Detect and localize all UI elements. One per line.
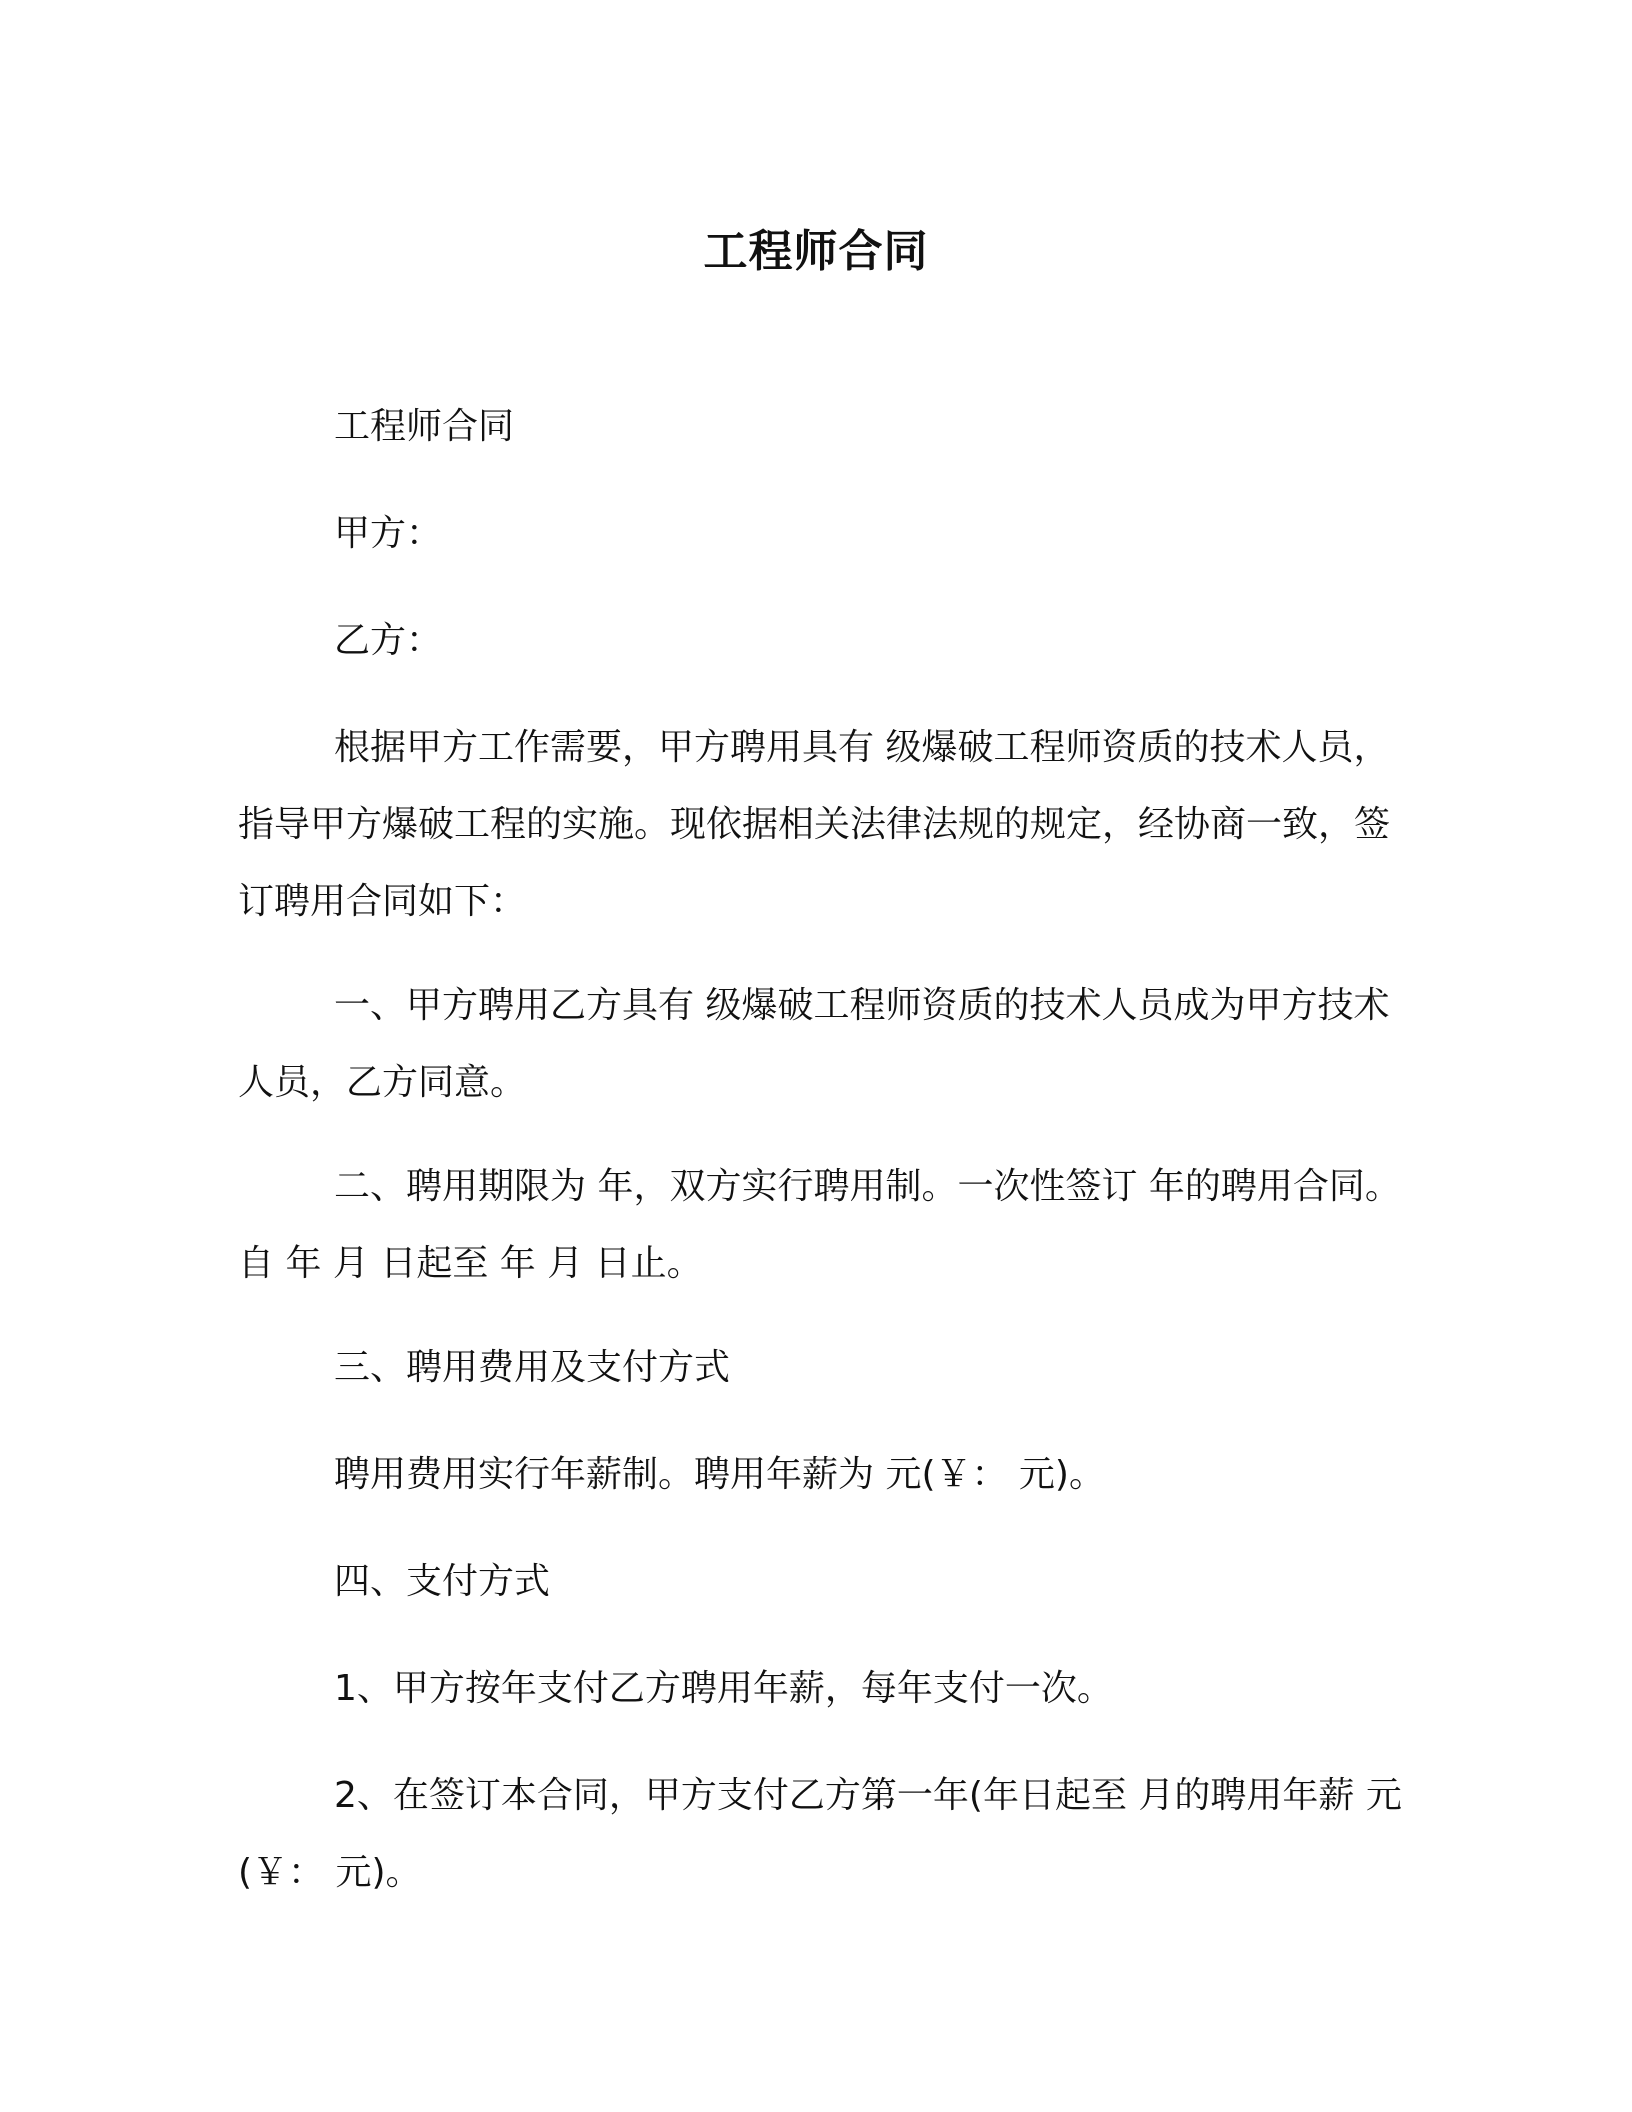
- paragraph-clause-3-body: 聘用费用实行年薪制。聘用年薪为 元(￥： 元)。: [334, 1454, 1105, 1495]
- document-title: 工程师合同: [703, 226, 929, 277]
- paragraph-party-a: 甲方：: [334, 513, 443, 554]
- paragraph-clause-4-item-1: 1、甲方按年支付乙方聘用年薪，每年支付一次。: [334, 1668, 1113, 1709]
- paragraph-clause-1: 一、甲方聘用乙方具有 级爆破工程师资质的技术人员成为甲方技术人员，乙方同意。: [238, 985, 1390, 1103]
- document-body: [238, 388, 1408, 1911]
- paragraph-clause-2: 二、聘用期限为 年，双方实行聘用制。一次性签订 年的聘用合同。 自 年 月 日起至 年 月 日止。: [238, 1166, 1401, 1284]
- paragraph-clause-4-item-2: 2、在签订本合同，甲方支付乙方第一年(年日起至 月的聘用年薪 元(￥： 元)。: [238, 1775, 1402, 1893]
- paragraph-preamble: 根据甲方工作需要，甲方聘用具有 级爆破工程师资质的技术人员，指导甲方爆破工程的实施。现依据相关法律法规的规定，经协商一致，签订聘用合同如下：: [238, 727, 1391, 922]
- paragraph-clause-3-heading: 三、聘用费用及支付方式: [334, 1347, 731, 1388]
- paragraph-party-b: 乙方：: [334, 620, 443, 661]
- paragraph-subtitle: 工程师合同: [334, 406, 515, 447]
- paragraph-clause-4-heading: 四、支付方式: [334, 1561, 551, 1602]
